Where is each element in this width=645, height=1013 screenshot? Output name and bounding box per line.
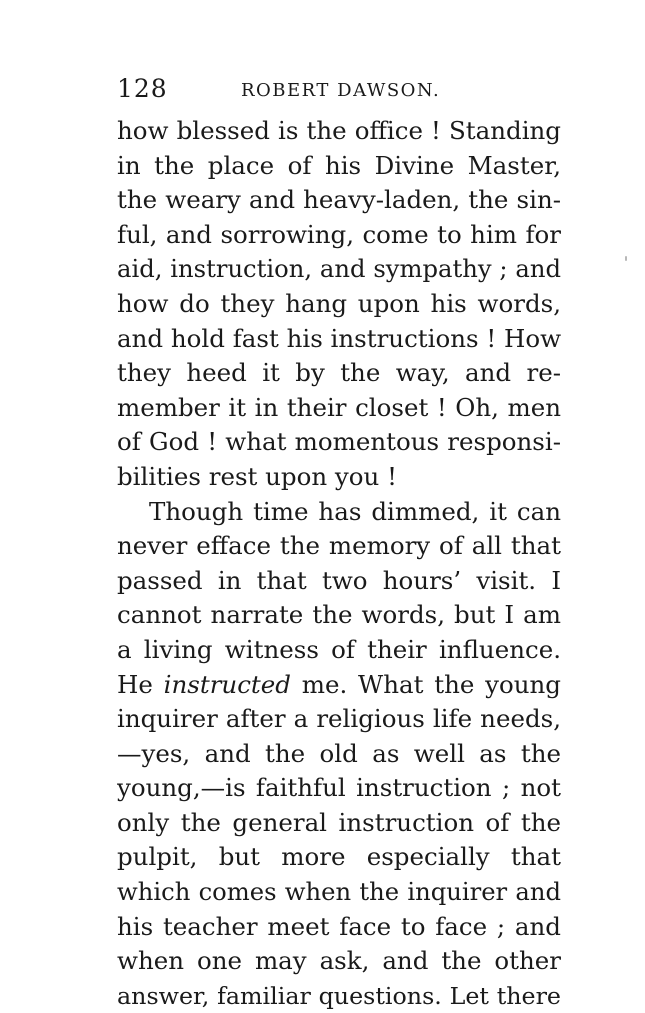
text-line: inquirer after a religious life needs, (117, 704, 561, 734)
text-line: —yes, and the old as well as the (117, 738, 561, 768)
text-line: which comes when the inquirer and (117, 877, 561, 907)
text-line: only the general instruction of the (117, 807, 561, 837)
text-line: how do they hang upon his words, (117, 288, 561, 318)
running-title: ROBERT DAWSON. (241, 80, 441, 101)
text-run: He (117, 669, 153, 699)
text-line: when one may ask, and the other (117, 946, 561, 976)
running-head (117, 72, 561, 106)
body-text (117, 114, 561, 1013)
text-line: answer, familiar questions. Let there (117, 981, 561, 1010)
text-line: Though time has dimmed, it can (149, 496, 561, 526)
text-line: a living witness of their influence. (117, 634, 561, 664)
text-line: of God ! what momentous responsi- (117, 427, 561, 457)
text-line: in the place of his Divine Master, (117, 150, 561, 180)
text-line: never efface the memory of all that (117, 531, 561, 561)
text-run: me. What the young (301, 669, 561, 699)
text-line: passed in that two hours’ visit. I (117, 565, 561, 595)
text-line: his teacher meet face to face ; and (117, 911, 561, 941)
italic-text-run: instructed (163, 669, 291, 699)
text-line: the weary and heavy-laden, the sin- (117, 185, 561, 215)
text-line: and hold fast his instructions ! How (117, 323, 561, 353)
text-line: pulpit, but more especially that (117, 842, 561, 872)
text-line: young,—is faithful instruction ; not (117, 773, 561, 803)
text-line: member it in their closet ! Oh, men (117, 392, 561, 422)
text-line: ful, and sorrowing, come to him for (117, 219, 561, 249)
page-number: 128 (117, 74, 168, 103)
text-line: cannot narrate the words, but I am (117, 600, 561, 630)
text-line: aid, instruction, and sympathy ; and (117, 254, 561, 284)
text-line: they heed it by the way, and re- (117, 358, 561, 388)
paragraph-2 (117, 495, 561, 1013)
text-line: how blessed is the office ! Standing (117, 116, 561, 145)
text-line: bilities rest upon you ! (117, 461, 397, 491)
paragraph-1 (117, 114, 561, 495)
paper-speck (625, 256, 627, 261)
text-line-mixed (117, 668, 561, 703)
